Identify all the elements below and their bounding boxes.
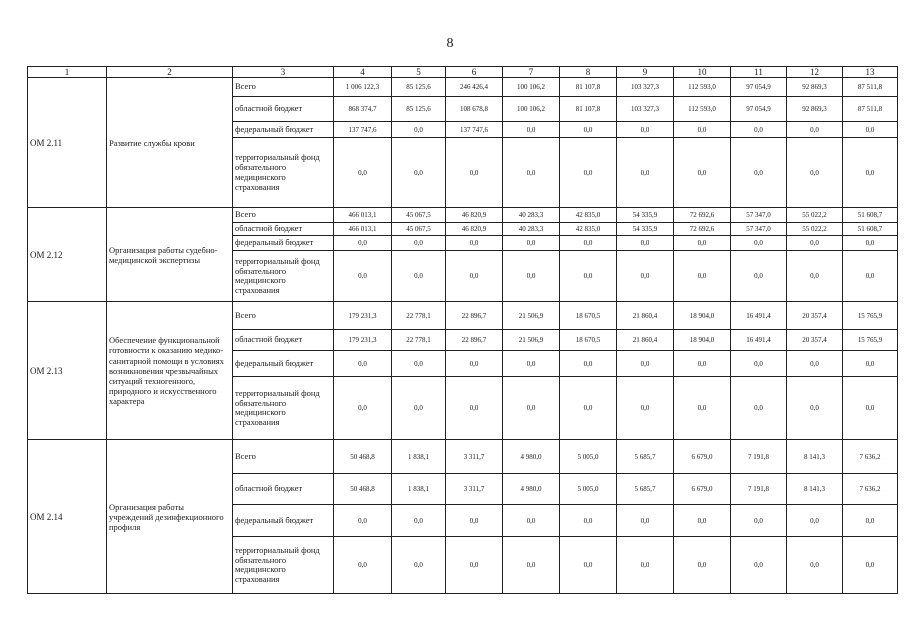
amount-cell: 20 357,4: [787, 330, 843, 351]
funding-source: федеральный бюджет: [233, 122, 334, 138]
amount-cell: 0,0: [392, 505, 446, 537]
column-number-header: 12: [787, 67, 843, 78]
amount-cell: 0,0: [787, 138, 843, 208]
amount-cell: 0,0: [617, 236, 674, 251]
amount-cell: 18 904,0: [674, 302, 731, 330]
amount-cell: 81 107,8: [560, 78, 617, 97]
amount-cell: 0,0: [503, 236, 560, 251]
amount-cell: 0,0: [843, 377, 898, 440]
table-row: [28, 78, 898, 97]
amount-cell: 22 778,1: [392, 330, 446, 351]
amount-cell: 0,0: [334, 537, 392, 594]
amount-cell: 0,0: [334, 138, 392, 208]
amount-cell: 137 747,6: [446, 122, 503, 138]
amount-cell: 22 896,7: [446, 330, 503, 351]
measure-title: Обеспечение функциональной готовности к оказанию медико-санитарной помощи в условиях возникновения чрезвычайных ситуаций техногенного, природного и искусственного характера: [107, 302, 233, 440]
amount-cell: 7 636,2: [843, 474, 898, 505]
funding-source: Всего: [233, 208, 334, 223]
amount-cell: 4 980,0: [503, 474, 560, 505]
amount-cell: 7 191,8: [731, 440, 787, 474]
amount-cell: 0,0: [560, 505, 617, 537]
funding-source: территориальный фонд обязательного медицинского страхования: [233, 377, 334, 440]
amount-cell: 179 231,3: [334, 330, 392, 351]
amount-cell: 46 820,9: [446, 223, 503, 236]
amount-cell: 0,0: [392, 251, 446, 302]
amount-cell: 7 636,2: [843, 440, 898, 474]
funding-source: областной бюджет: [233, 474, 334, 505]
amount-cell: 108 678,8: [446, 97, 503, 122]
amount-cell: 0,0: [787, 505, 843, 537]
amount-cell: 81 107,8: [560, 97, 617, 122]
amount-cell: 0,0: [617, 377, 674, 440]
amount-cell: 0,0: [560, 351, 617, 377]
amount-cell: 50 468,8: [334, 440, 392, 474]
amount-cell: 0,0: [731, 138, 787, 208]
amount-cell: 55 022,2: [787, 223, 843, 236]
amount-cell: 42 835,0: [560, 208, 617, 223]
column-number-header: 13: [843, 67, 898, 78]
table-row: [28, 302, 898, 330]
amount-cell: 103 327,3: [617, 78, 674, 97]
amount-cell: 40 283,3: [503, 208, 560, 223]
amount-cell: 16 491,4: [731, 302, 787, 330]
amount-cell: 7 191,8: [731, 474, 787, 505]
amount-cell: 6 679,0: [674, 440, 731, 474]
amount-cell: 54 335,9: [617, 223, 674, 236]
amount-cell: 0,0: [843, 138, 898, 208]
amount-cell: 15 765,9: [843, 330, 898, 351]
amount-cell: 1 838,1: [392, 440, 446, 474]
amount-cell: 72 692,6: [674, 208, 731, 223]
amount-cell: 100 106,2: [503, 78, 560, 97]
funding-source: областной бюджет: [233, 330, 334, 351]
amount-cell: 868 374,7: [334, 97, 392, 122]
amount-cell: 0,0: [392, 138, 446, 208]
amount-cell: 85 125,6: [392, 78, 446, 97]
table-row: [28, 440, 898, 474]
amount-cell: 0,0: [334, 236, 392, 251]
funding-source: областной бюджет: [233, 223, 334, 236]
amount-cell: 0,0: [392, 351, 446, 377]
amount-cell: 466 013,1: [334, 223, 392, 236]
amount-cell: 0,0: [503, 377, 560, 440]
amount-cell: 0,0: [617, 351, 674, 377]
funding-source: территориальный фонд обязательного медицинского страхования: [233, 251, 334, 302]
amount-cell: 0,0: [617, 537, 674, 594]
amount-cell: 0,0: [560, 236, 617, 251]
amount-cell: 112 593,0: [674, 78, 731, 97]
amount-cell: 0,0: [843, 537, 898, 594]
amount-cell: 0,0: [787, 537, 843, 594]
amount-cell: 100 106,2: [503, 97, 560, 122]
amount-cell: 0,0: [787, 251, 843, 302]
amount-cell: 21 506,9: [503, 302, 560, 330]
amount-cell: 1 838,1: [392, 474, 446, 505]
amount-cell: 103 327,3: [617, 97, 674, 122]
amount-cell: 0,0: [334, 351, 392, 377]
amount-cell: 112 593,0: [674, 97, 731, 122]
amount-cell: 45 067,5: [392, 208, 446, 223]
measure-title: Развитие службы крови: [107, 78, 233, 208]
amount-cell: 0,0: [392, 122, 446, 138]
measure-code: ОМ 2.12: [28, 208, 107, 302]
amount-cell: 5 685,7: [617, 440, 674, 474]
amount-cell: 5 005,0: [560, 474, 617, 505]
amount-cell: 57 347,0: [731, 208, 787, 223]
amount-cell: 18 904,0: [674, 330, 731, 351]
measure-title: Организация работы учреждений дезинфекционного профиля: [107, 440, 233, 594]
amount-cell: 0,0: [617, 122, 674, 138]
column-number-header: 2: [107, 67, 233, 78]
amount-cell: 0,0: [503, 122, 560, 138]
amount-cell: 16 491,4: [731, 330, 787, 351]
column-number-header: 1: [28, 67, 107, 78]
amount-cell: 8 141,3: [787, 474, 843, 505]
funding-source: Всего: [233, 440, 334, 474]
amount-cell: 0,0: [503, 251, 560, 302]
column-number-header: 8: [560, 67, 617, 78]
amount-cell: 466 013,1: [334, 208, 392, 223]
amount-cell: 54 335,9: [617, 208, 674, 223]
amount-cell: 0,0: [674, 537, 731, 594]
amount-cell: 0,0: [560, 537, 617, 594]
amount-cell: 0,0: [560, 138, 617, 208]
amount-cell: 0,0: [674, 138, 731, 208]
amount-cell: 0,0: [674, 122, 731, 138]
amount-cell: 51 608,7: [843, 223, 898, 236]
amount-cell: 51 608,7: [843, 208, 898, 223]
amount-cell: 45 067,5: [392, 223, 446, 236]
column-number-header: 11: [731, 67, 787, 78]
amount-cell: 0,0: [731, 251, 787, 302]
amount-cell: 20 357,4: [787, 302, 843, 330]
amount-cell: 5 005,0: [560, 440, 617, 474]
budget-table: [27, 66, 898, 594]
amount-cell: 42 835,0: [560, 223, 617, 236]
funding-source: территориальный фонд обязательного медицинского страхования: [233, 138, 334, 208]
amount-cell: 0,0: [334, 251, 392, 302]
amount-cell: 0,0: [446, 537, 503, 594]
amount-cell: 8 141,3: [787, 440, 843, 474]
amount-cell: 0,0: [674, 377, 731, 440]
amount-cell: 97 054,9: [731, 97, 787, 122]
amount-cell: 46 820,9: [446, 208, 503, 223]
header-row: [28, 67, 898, 78]
amount-cell: 4 980,0: [503, 440, 560, 474]
amount-cell: 0,0: [446, 236, 503, 251]
amount-cell: 179 231,3: [334, 302, 392, 330]
amount-cell: 92 869,3: [787, 97, 843, 122]
amount-cell: 0,0: [843, 351, 898, 377]
funding-source: Всего: [233, 302, 334, 330]
amount-cell: 0,0: [731, 122, 787, 138]
table-header: [28, 67, 898, 78]
amount-cell: 40 283,3: [503, 223, 560, 236]
amount-cell: 0,0: [843, 505, 898, 537]
funding-source: территориальный фонд обязательного медицинского страхования: [233, 537, 334, 594]
amount-cell: 0,0: [392, 377, 446, 440]
funding-source: Всего: [233, 78, 334, 97]
amount-cell: 21 860,4: [617, 302, 674, 330]
amount-cell: 0,0: [843, 251, 898, 302]
amount-cell: 0,0: [617, 505, 674, 537]
amount-cell: 22 896,7: [446, 302, 503, 330]
amount-cell: 0,0: [731, 537, 787, 594]
amount-cell: 0,0: [446, 351, 503, 377]
funding-source: областной бюджет: [233, 97, 334, 122]
measure-code: ОМ 2.14: [28, 440, 107, 594]
amount-cell: 85 125,6: [392, 97, 446, 122]
amount-cell: 0,0: [787, 351, 843, 377]
column-number-header: 3: [233, 67, 334, 78]
amount-cell: 21 860,4: [617, 330, 674, 351]
table-row: [28, 208, 898, 223]
amount-cell: 0,0: [560, 122, 617, 138]
amount-cell: 0,0: [843, 122, 898, 138]
amount-cell: 0,0: [731, 505, 787, 537]
amount-cell: 0,0: [674, 251, 731, 302]
amount-cell: 3 311,7: [446, 440, 503, 474]
measure-code: ОМ 2.13: [28, 302, 107, 440]
amount-cell: 15 765,9: [843, 302, 898, 330]
amount-cell: 0,0: [560, 377, 617, 440]
amount-cell: 0,0: [617, 251, 674, 302]
amount-cell: 22 778,1: [392, 302, 446, 330]
amount-cell: 0,0: [787, 377, 843, 440]
column-number-header: 6: [446, 67, 503, 78]
amount-cell: 0,0: [392, 236, 446, 251]
amount-cell: 0,0: [334, 377, 392, 440]
amount-cell: 0,0: [446, 251, 503, 302]
amount-cell: 97 054,9: [731, 78, 787, 97]
amount-cell: 246 426,4: [446, 78, 503, 97]
amount-cell: 21 506,9: [503, 330, 560, 351]
amount-cell: 0,0: [787, 236, 843, 251]
funding-source: федеральный бюджет: [233, 505, 334, 537]
amount-cell: 55 022,2: [787, 208, 843, 223]
amount-cell: 5 685,7: [617, 474, 674, 505]
amount-cell: 0,0: [446, 377, 503, 440]
amount-cell: 0,0: [617, 138, 674, 208]
amount-cell: 18 670,5: [560, 302, 617, 330]
amount-cell: 0,0: [503, 351, 560, 377]
amount-cell: 0,0: [787, 122, 843, 138]
column-number-header: 9: [617, 67, 674, 78]
amount-cell: 18 670,5: [560, 330, 617, 351]
amount-cell: 0,0: [392, 537, 446, 594]
amount-cell: 6 679,0: [674, 474, 731, 505]
measure-title: Организация работы судебно-медицинской экспертизы: [107, 208, 233, 302]
amount-cell: 137 747,6: [334, 122, 392, 138]
page-number: 8: [446, 36, 454, 51]
amount-cell: 92 869,3: [787, 78, 843, 97]
amount-cell: 0,0: [334, 505, 392, 537]
amount-cell: 0,0: [446, 505, 503, 537]
amount-cell: 0,0: [503, 138, 560, 208]
measure-code: ОМ 2.11: [28, 78, 107, 208]
amount-cell: 0,0: [446, 138, 503, 208]
amount-cell: 72 692,6: [674, 223, 731, 236]
amount-cell: 50 468,8: [334, 474, 392, 505]
amount-cell: 0,0: [731, 351, 787, 377]
amount-cell: 0,0: [731, 377, 787, 440]
amount-cell: 57 347,0: [731, 223, 787, 236]
amount-cell: 0,0: [674, 351, 731, 377]
amount-cell: 87 511,8: [843, 97, 898, 122]
amount-cell: 0,0: [731, 236, 787, 251]
column-number-header: 5: [392, 67, 446, 78]
amount-cell: 0,0: [674, 236, 731, 251]
column-number-header: 4: [334, 67, 392, 78]
amount-cell: 0,0: [843, 236, 898, 251]
funding-source: федеральный бюджет: [233, 236, 334, 251]
amount-cell: 87 511,8: [843, 78, 898, 97]
amount-cell: 0,0: [674, 505, 731, 537]
amount-cell: 3 311,7: [446, 474, 503, 505]
amount-cell: 1 006 122,3: [334, 78, 392, 97]
amount-cell: 0,0: [503, 537, 560, 594]
table-body: [28, 78, 898, 594]
funding-source: федеральный бюджет: [233, 351, 334, 377]
column-number-header: 10: [674, 67, 731, 78]
column-number-header: 7: [503, 67, 560, 78]
amount-cell: 0,0: [503, 505, 560, 537]
amount-cell: 0,0: [560, 251, 617, 302]
